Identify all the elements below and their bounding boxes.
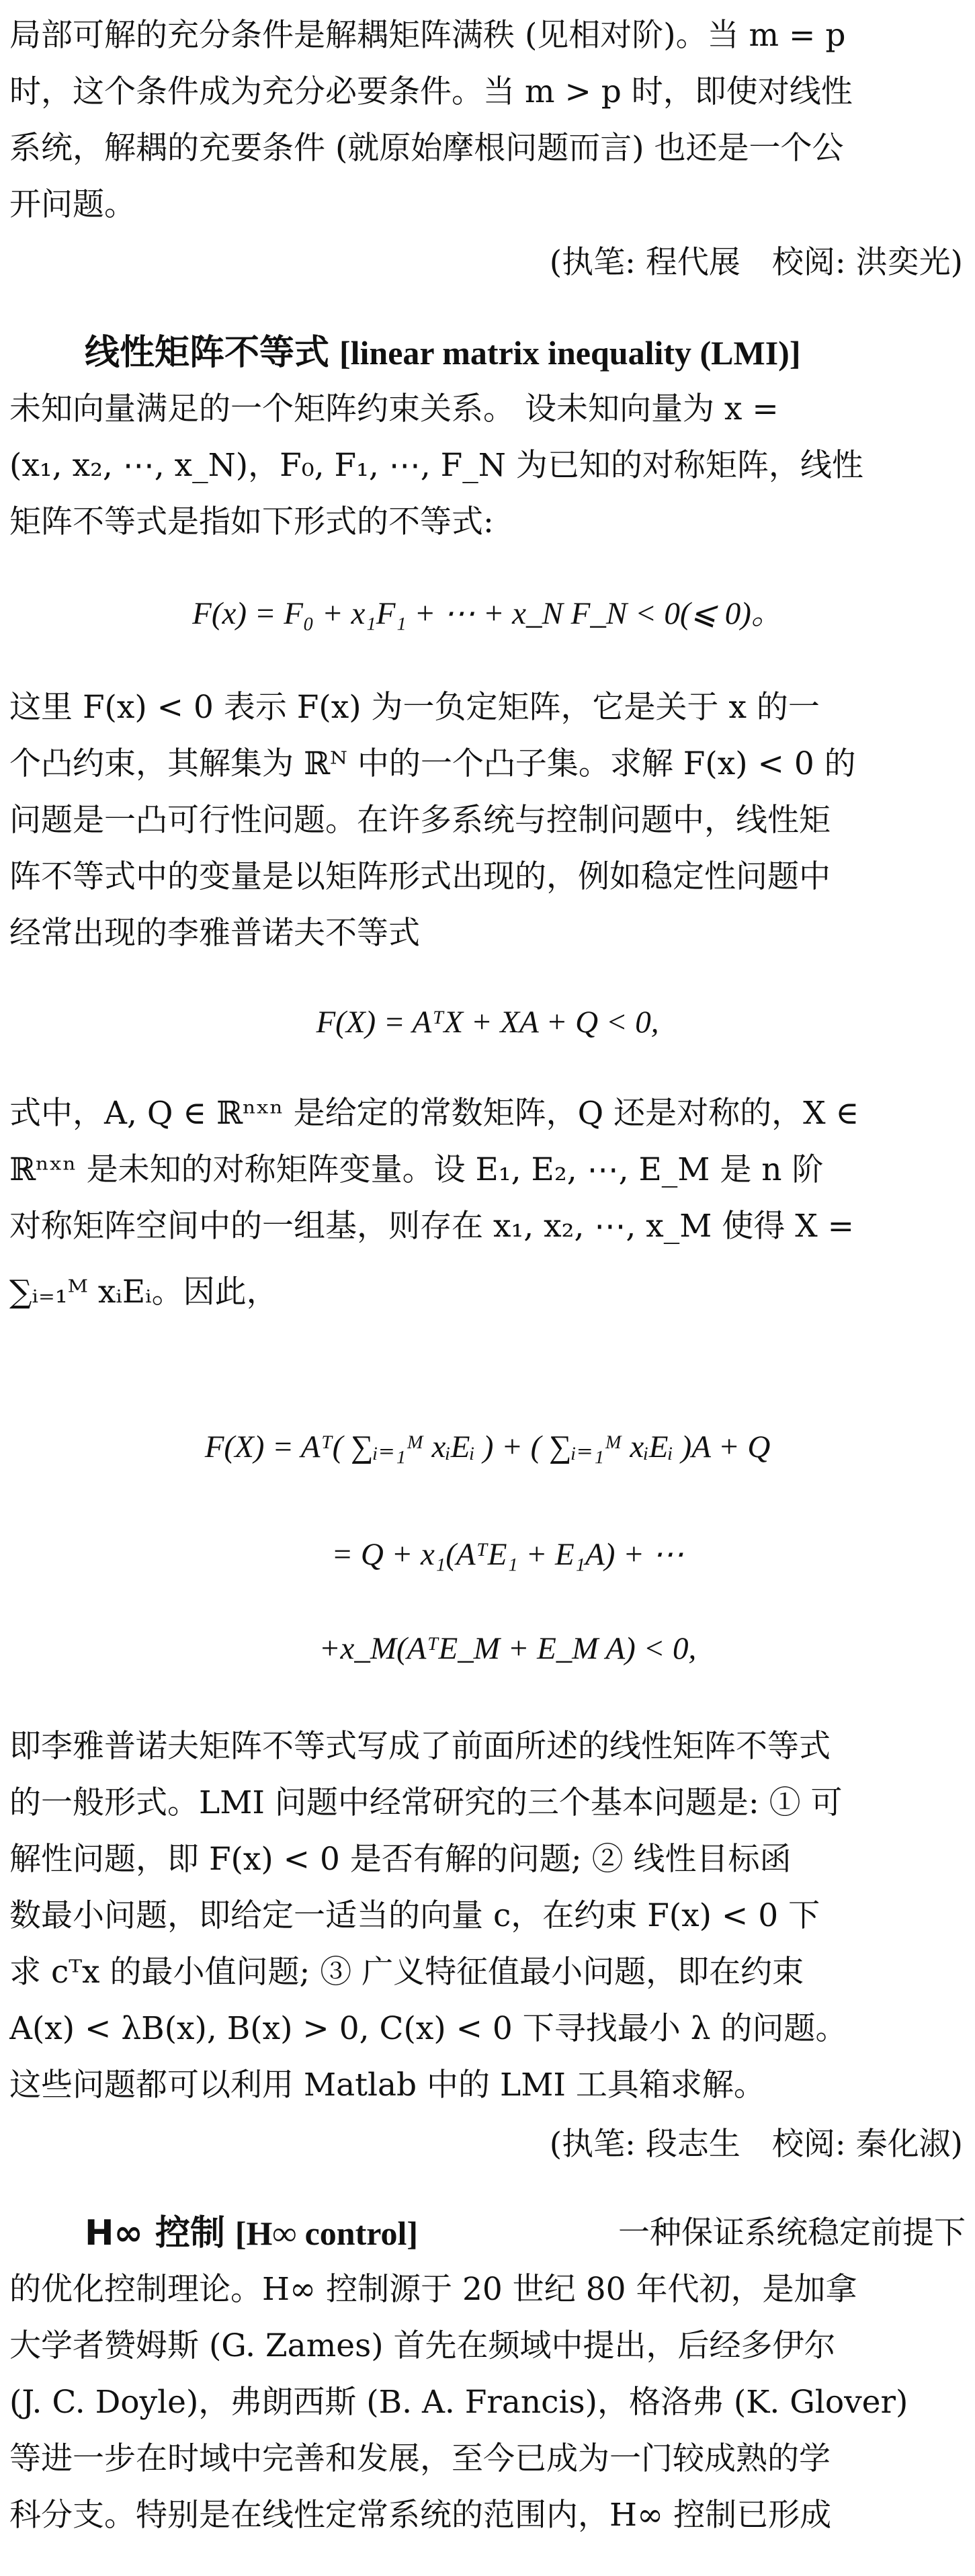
- text-line: 的一般形式。LMI 问题中经常研究的三个基本问题是: ① 可: [9, 1784, 843, 1821]
- author-credit: (执笔: 程代展 校阅: 洪奕光): [549, 244, 963, 281]
- equation-line: = Q + x₁(AᵀE₁ + E₁A) + ⋯: [331, 1537, 684, 1572]
- text-line: 即李雅普诺夫矩阵不等式写成了前面所述的线性矩阵不等式: [9, 1728, 831, 1765]
- text-line: 阵不等式中的变量是以矩阵形式出现的，例如稳定性问题中: [9, 858, 831, 895]
- text-line: (J. C. Doyle)，弗朗西斯 (B. A. Francis)，格洛弗 (K. Glover): [9, 2384, 908, 2421]
- equation: F(X) = AᵀX + XA + Q < 0,: [316, 1005, 659, 1040]
- text-line: 数最小问题，即给定一适当的向量 c，在约束 F(x) < 0 下: [9, 1897, 820, 1934]
- author-credit: (执笔: 段志生 校阅: 秦化淑): [549, 2126, 963, 2163]
- entry-heading-lmi: [85, 324, 966, 383]
- text-line: A(x) < λB(x), B(x) > 0, C(x) < 0 下寻找最小 λ 的问题。: [9, 2010, 847, 2047]
- text-line: 系统，解耦的充要条件 (就原始摩根问题而言) 也还是一个公: [9, 130, 844, 167]
- entry-term-en: [linear matrix inequality (LMI)]: [339, 334, 801, 372]
- text-line: 的优化控制理论。H∞ 控制源于 20 世纪 80 年代初，是加拿: [9, 2271, 857, 2308]
- text-line: 大学者赞姆斯 (G. Zames) 首先在频域中提出，后经多伊尔: [9, 2327, 836, 2364]
- text-line: 问题是一凸可行性问题。在许多系统与控制问题中，线性矩: [9, 802, 831, 839]
- equation-line: +x_M(AᵀE_M + E_M A) < 0,: [319, 1631, 697, 1666]
- text-line: 个凸约束，其解集为 ℝᴺ 中的一个凸子集。求解 F(x) < 0 的: [9, 745, 856, 782]
- text-line: 矩阵不等式是指如下形式的不等式:: [9, 503, 494, 540]
- text-line: 对称矩阵空间中的一组基，则存在 x₁, x₂, ⋯, x_M 使得 X =: [9, 1208, 855, 1245]
- text-line: 式中，A, Q ∈ ℝⁿˣⁿ 是给定的常数矩阵，Q 还是对称的，X ∈: [9, 1095, 859, 1132]
- equation-line: F(X) = Aᵀ( ∑ᵢ₌₁ᴹ xᵢEᵢ ) + ( ∑ᵢ₌₁ᴹ xᵢEᵢ )A + Q: [204, 1429, 771, 1464]
- entry-term-zh: 线性矩阵不等式: [85, 333, 330, 373]
- text-line: 这些问题都可以利用 Matlab 中的 LMI 工具箱求解。: [9, 2067, 765, 2104]
- text-line: 科分支。特别是在线性定常系统的范围内，H∞ 控制已形成: [9, 2497, 832, 2534]
- text-line: 一种保证系统稳定前提下: [618, 2214, 966, 2251]
- text-line: 等进一步在时域中完善和发展，至今已成为一门较成熟的学: [9, 2440, 831, 2477]
- text-line: 这里 F(x) < 0 表示 F(x) 为一负定矩阵，它是关于 x 的一: [9, 689, 820, 726]
- text-line: 解性问题，即 F(x) < 0 是否有解的问题; ② 线性目标函: [9, 1841, 792, 1878]
- text-line: 求 cᵀx 的最小值问题; ③ 广义特征值最小问题，即在约束: [9, 1954, 804, 1991]
- text-line: 局部可解的充分条件是解耦矩阵满秩 (见相对阶)。当 m = p: [9, 17, 846, 54]
- entry-term-zh: H∞ 控制: [85, 2213, 225, 2253]
- text-line: ∑ᵢ₌₁ᴹ xᵢEᵢ。因此，: [9, 1274, 278, 1311]
- text-line: 经常出现的李雅普诺夫不等式: [9, 915, 420, 952]
- text-line: 未知向量满足的一个矩阵约束关系。 设未知向量为 x =: [9, 390, 779, 427]
- text-line: ℝⁿˣⁿ 是未知的对称矩阵变量。设 E₁, E₂, ⋯, E_M 是 n 阶: [9, 1151, 824, 1188]
- equation: F(x) = F₀ + x₁F₁ + ⋯ + x_N F_N < 0(⩽ 0)。: [192, 596, 783, 631]
- entry-heading-hinf: [85, 2204, 966, 2263]
- entry-term-en: [H∞ control]: [235, 2214, 419, 2252]
- text-line: (x₁, x₂, ⋯, x_N)，F₀, F₁, ⋯, F_N 为已知的对称矩阵，线性: [9, 447, 863, 484]
- text-line: 开问题。: [9, 186, 136, 223]
- text-line: 时，这个条件成为充分必要条件。当 m > p 时，即使对线性: [9, 73, 853, 110]
